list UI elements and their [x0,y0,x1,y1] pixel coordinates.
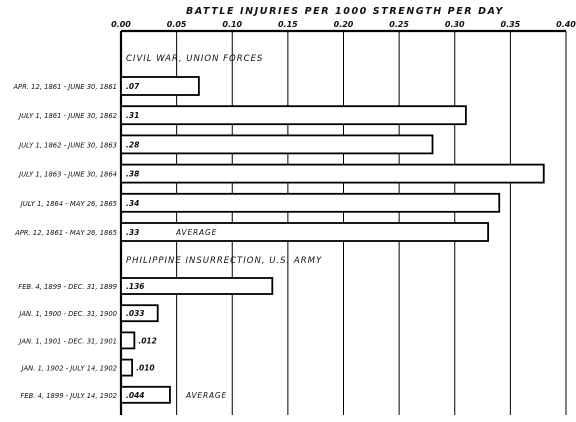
category-label: JAN. 1, 1900 - DEC. 31, 1900 [19,310,117,319]
bar [121,194,499,212]
data-label: .012 [138,336,157,346]
category-label: FEB. 4, 1899 - DEC. 31, 1899 [18,283,117,291]
category-label: JULY 1, 1863 - JUNE 30, 1864 [19,170,117,179]
x-tick-label: 0.40 [556,20,576,29]
data-label: .07 [126,82,140,91]
data-label: .033 [126,309,145,319]
average-label: AVERAGE [185,390,228,400]
average-label: AVERAGE [176,228,218,237]
x-tick-label: 0.35 [500,20,521,29]
category-label: JAN. 1, 1902 - JULY 14, 1902 [21,364,117,373]
group-title: PHILIPPINE INSURRECTION, U.S. ARMY [126,256,323,266]
bar [121,332,134,348]
x-tick-label: 0.10 [222,20,243,29]
category-label: JULY 1, 1861 - JUNE 30, 1862 [19,112,117,121]
category-label: JAN. 1, 1901 - DEC. 31, 1901 [19,337,117,346]
data-label: .136 [126,282,145,291]
category-label: APR. 12, 1861 - JUNE 30, 1861 [13,83,117,91]
chart-title: BATTLE INJURIES PER 1000 STRENGTH PER DAY [186,6,504,17]
bar-group-1 [12,54,543,241]
bar-group-2 [17,256,322,403]
x-tick-label: 0.05 [166,20,187,29]
data-label: .044 [126,390,145,400]
category-label: JULY 1, 1862 - JUNE 30, 1863 [19,141,117,150]
x-tick-label: 0.30 [444,20,465,29]
x-tick-label: 0.15 [278,20,298,29]
category-label: JULY 1, 1864 - MAY 26, 1865 [20,199,117,208]
bar [121,106,466,124]
data-label: .28 [126,140,140,150]
group-title: CIVIL WAR, UNION FORCES [126,54,264,64]
tick-labels [111,20,576,29]
category-label: APR. 12, 1861 - MAY 26, 1865 [15,229,117,237]
bar [121,135,433,153]
bar [121,360,132,376]
data-label: .33 [126,228,140,237]
x-tick-label: 0.20 [333,20,354,29]
data-label: .31 [126,111,140,121]
category-label: FEB. 4, 1899 - JULY 14, 1902 [20,391,117,400]
bar [121,165,544,183]
data-label: .38 [126,169,140,179]
x-tick-label: 0.00 [111,20,131,29]
data-label: .34 [126,198,140,208]
x-tick-label: 0.25 [389,20,409,29]
bar-groups [12,54,543,403]
data-label: .010 [136,363,155,373]
